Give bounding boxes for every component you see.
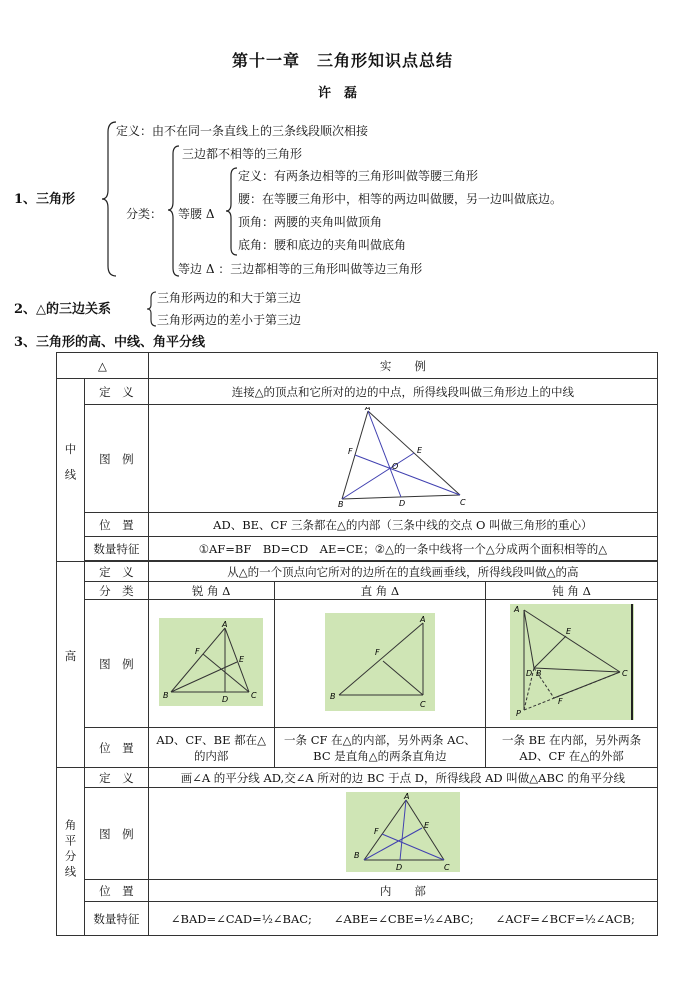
right-point-a: A: [419, 615, 426, 624]
right-diagram: [325, 613, 435, 711]
bisector-qty-2: ∠ABE=∠CBE=½∠ABC;: [333, 911, 474, 926]
triangle-definition: 定义：由不在同一条直线上的三条线段顺次相接: [116, 124, 369, 138]
acute-point-e: E: [239, 655, 245, 664]
median-section: [57, 379, 85, 562]
section-3-heading: 3、三角形的高、中线、角平分线: [14, 335, 206, 350]
bisector-label: 角平分线: [63, 819, 78, 881]
section-1-brace: [100, 120, 120, 278]
isosceles-label: 等腰 Δ: [178, 207, 215, 221]
obtuse-point-f: F: [557, 697, 563, 706]
bisector-pos-label: 位 置: [84, 880, 148, 902]
obtuse-point-p: P: [515, 709, 521, 718]
bisector-section: [57, 768, 85, 936]
height-def-label: 定 义: [84, 562, 148, 582]
classify-label: 分类：: [126, 207, 163, 221]
isosceles-legs: 腰：在等腰三角形中，相等的两边叫做腰，另一边叫做底边。: [238, 192, 563, 206]
equilateral-item: 等边 Δ ：三边都相等的三角形叫做等边三角形: [178, 262, 423, 276]
height-section: [57, 562, 85, 768]
bisector-qty-label: 数量特征: [84, 902, 148, 936]
bisector-point-b: B: [353, 851, 360, 860]
isosceles-base: 底角：腰和底边的夹角叫做底角: [238, 238, 407, 252]
bisector-qty-3: ∠ACF=∠BCF=½∠ACB;: [495, 911, 635, 926]
median-qty-label: 数量特征: [84, 537, 148, 561]
median-fig-label: 图 例: [84, 405, 148, 513]
obtuse-point-c: C: [621, 669, 628, 678]
acute-point-f: F: [195, 647, 200, 656]
obtuse-point-a: A: [513, 605, 520, 614]
height-right-position: 一条 CF 在△的内部，另外两条 AC、BC 是直角△的两条直角边: [274, 728, 486, 768]
bisector-point-c: C: [443, 863, 450, 872]
header-triangle: △: [57, 353, 149, 379]
author: 许 磊: [318, 86, 358, 101]
median-pos-label: 位 置: [84, 513, 148, 537]
bisector-quantity: [148, 902, 657, 936]
page-title: 第十一章 三角形知识点总结: [232, 51, 454, 70]
height-obtuse-figure: [486, 600, 658, 728]
obtuse-point-e: E: [565, 627, 571, 636]
isosceles-apex: 顶角：两腰的夹角叫做顶角: [238, 215, 383, 229]
section-2-heading: 2、△的三边关系: [14, 302, 112, 317]
height-cls-label: 分 类: [84, 582, 148, 600]
acute-diagram: [159, 618, 263, 706]
height-obtuse-label: 钝 角 Δ: [486, 582, 658, 600]
height-pos-label: 位 置: [84, 728, 148, 768]
acute-point-a: A: [222, 620, 228, 629]
acute-point-c: C: [251, 691, 257, 700]
scalene-item: 三边都不相等的三角形: [182, 147, 303, 161]
obtuse-diagram: [510, 604, 634, 720]
bisector-point-a: A: [403, 792, 410, 801]
median-point-d: D: [398, 499, 406, 507]
height-acute-position: AD、CF、BE 都在△的内部: [148, 728, 274, 768]
bisector-def-label: 定 义: [84, 768, 148, 788]
median-quantity: ①AF=BF BD=CD AE=CE；②△的一条中线将一个△分成两个面积相等的△: [148, 537, 657, 561]
acute-point-b: B: [163, 691, 169, 700]
median-figure-cell: [148, 405, 657, 513]
median-point-b: B: [337, 500, 344, 507]
median-label: 中线: [63, 443, 78, 494]
bisector-point-e: E: [423, 821, 429, 830]
side-relation-1: 三角形两边的和大于第三边: [157, 291, 302, 305]
median-diagram: [338, 407, 468, 507]
bisector-qty-1: ∠BAD=∠CAD=½∠BAC;: [170, 911, 312, 926]
height-right-label: 直 角 Δ: [274, 582, 486, 600]
median-def-label: 定 义: [84, 379, 148, 405]
acute-point-d: D: [222, 695, 229, 704]
isosceles-definition: 定义：有两条边相等的三角形叫做等腰三角形: [238, 169, 479, 183]
section-1-heading: 1、三角形: [14, 192, 76, 207]
height-fig-label: 图 例: [84, 600, 148, 728]
side-relation-2: 三角形两边的差小于第三边: [157, 313, 302, 327]
header-example: 实 例: [148, 353, 657, 379]
height-right-figure: [274, 600, 486, 728]
height-acute-figure: [148, 600, 274, 728]
bisector-diagram: [346, 792, 460, 872]
median-position: AD、BE、CF 三条都在△的内部（三条中线的交点 O 叫做三角形的重心）: [148, 513, 657, 537]
right-point-c: C: [419, 700, 426, 709]
right-point-b: B: [329, 692, 336, 701]
bisector-fig-label: 图 例: [84, 788, 148, 880]
median-point-o: O: [391, 462, 399, 471]
bisector-definition: 画∠A 的平分线 AD,交∠A 所对的边 BC 于点 D，所得线段 AD 叫做△ABC 的角平分线: [148, 768, 657, 788]
median-point-c: C: [459, 498, 466, 507]
median-definition: 连接△的顶点和它所对的边的中点，所得线段叫做三角形边上的中线: [148, 379, 657, 405]
median-point-e: E: [416, 446, 422, 455]
bisector-position: 内 部: [148, 880, 657, 902]
bisector-point-d: D: [395, 863, 403, 872]
obtuse-point-b: B: [535, 669, 542, 678]
median-point-f: F: [347, 447, 353, 456]
obtuse-point-d: D: [525, 669, 532, 678]
summary-table: [56, 352, 658, 936]
height-obtuse-position: 一条 BE 在内部，另外两条 AD、CF 在△的外部: [486, 728, 658, 768]
right-point-f: F: [374, 648, 380, 657]
bisector-point-f: F: [373, 827, 379, 836]
median-point-a: A: [364, 407, 371, 412]
height-label: 高: [63, 650, 78, 676]
height-definition: 从△的一个顶点向它所对的边所在的直线画垂线，所得线段叫做△的高: [148, 562, 657, 582]
height-acute-label: 锐 角 Δ: [148, 582, 274, 600]
bisector-figure-cell: [148, 788, 657, 880]
